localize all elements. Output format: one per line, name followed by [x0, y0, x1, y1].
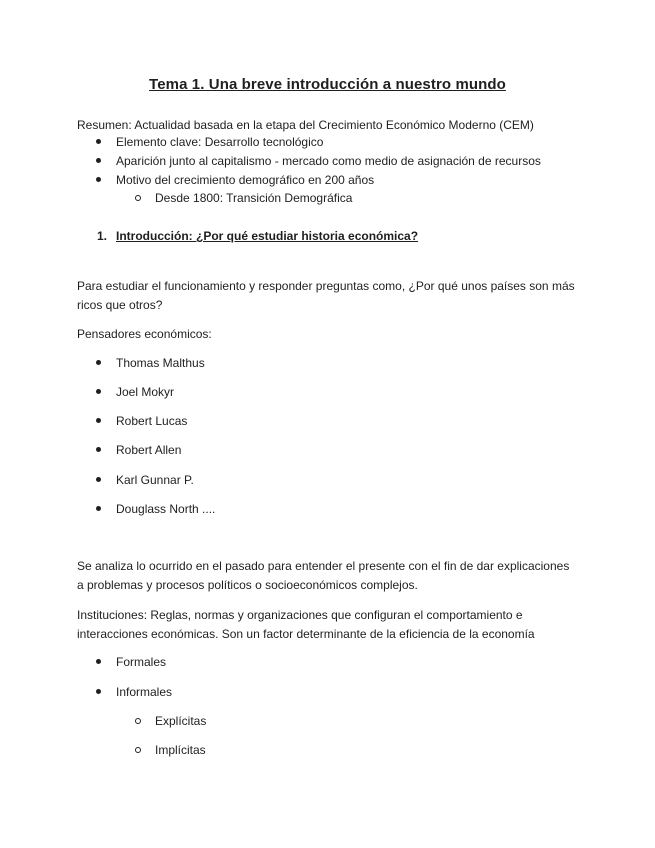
bullet-dot	[96, 389, 101, 394]
list-item: Formales	[116, 655, 167, 669]
bullet-dot	[96, 659, 101, 664]
resumen-text: Resumen: Actualidad basada en la etapa del Crecimiento Económico Moderno (CEM)	[77, 118, 534, 132]
bullet-dot	[96, 447, 101, 452]
list-item: Karl Gunnar P.	[116, 473, 194, 487]
bullet-dot	[96, 477, 101, 482]
bullet-dot	[96, 158, 101, 163]
page-title: Tema 1. Una breve introducción a nuestro mundo	[149, 76, 506, 93]
section-number: 1.	[97, 229, 108, 243]
list-item: Aparición junto al capitalismo - mercado como medio de asignación de recursos	[116, 154, 541, 168]
list-item: Robert Allen	[116, 443, 182, 457]
sub-list-item: Explícitas	[155, 714, 207, 728]
bullet-dot	[96, 418, 101, 423]
list-item: Joel Mokyr	[116, 385, 175, 399]
bullet-dot	[96, 506, 101, 511]
list-item: Thomas Malthus	[116, 356, 205, 370]
paragraph: Se analiza lo ocurrido en el pasado para entender el presente con el fin de dar explicaciones a problemas y procesos políticos o socioeconómicos complejos.	[77, 559, 570, 592]
sub-list-item: Desde 1800: Transición Demográfica	[155, 191, 353, 205]
bullet-dot	[96, 177, 101, 182]
bullet-dot	[96, 139, 101, 144]
list-item: Elemento clave: Desarrollo tecnológico	[116, 135, 324, 149]
list-item: Robert Lucas	[116, 414, 188, 428]
sub-list-item: Implícitas	[155, 743, 206, 757]
sub-bullet-circle	[135, 718, 141, 724]
list-item: Informales	[116, 685, 173, 699]
sub-bullet-circle	[135, 747, 141, 753]
bullet-dot	[96, 360, 101, 365]
list-item: Douglass North ....	[116, 502, 216, 516]
paragraph: Instituciones: Reglas, normas y organizaciones que configuran el comportamiento e interacciones económicas. Son un factor determinante de la eficiencia de la economía	[77, 608, 535, 641]
section-heading	[97, 227, 418, 245]
list-item: Motivo del crecimiento demográfico en 200 años	[116, 173, 375, 187]
sub-bullet-circle	[135, 195, 141, 201]
pensadores-label: Pensadores económicos:	[77, 327, 212, 341]
section-title: Introducción: ¿Por qué estudiar historia económica?	[116, 229, 419, 243]
bullet-dot	[96, 689, 101, 694]
paragraph: Para estudiar el funcionamiento y responder preguntas como, ¿Por qué unos países son más ricos que otros?	[77, 279, 575, 312]
